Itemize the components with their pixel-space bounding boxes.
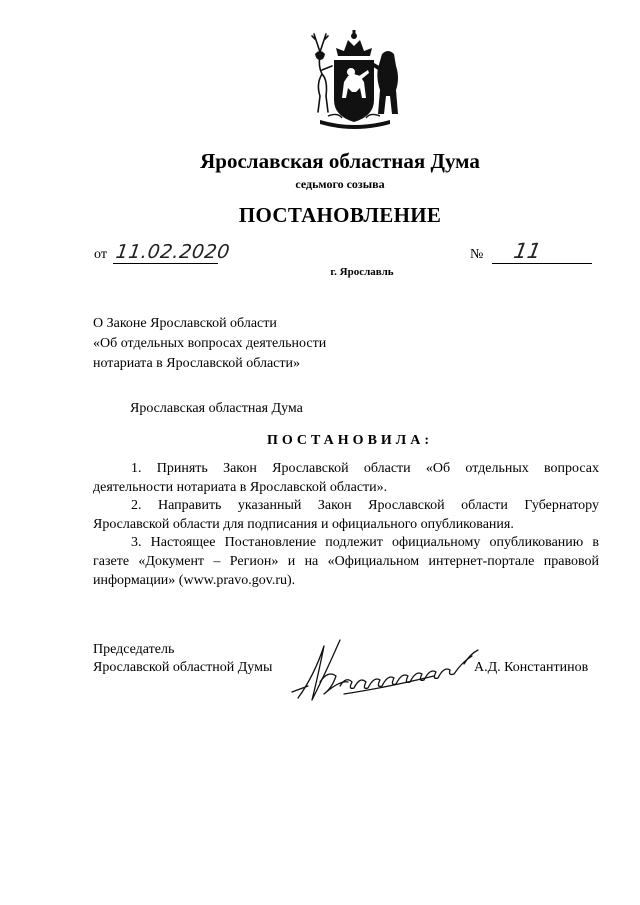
convocation-label: седьмого созыва <box>295 177 385 191</box>
yaroslavl-coat-of-arms-icon <box>298 26 410 134</box>
subject-line: «Об отдельных вопросах деятельности <box>93 336 327 351</box>
number-prefix: № <box>470 247 484 262</box>
signer-name: А.Д. Константинов <box>474 660 589 675</box>
date-prefix: от <box>94 247 107 262</box>
resolution-item: 2. Направить указанный Закон Ярославской области Губернатору Ярославской области для подписания и официального опубликования. <box>93 498 599 532</box>
signatory-title-line: Председатель <box>93 642 175 657</box>
number-underline <box>492 263 592 264</box>
resolution-items <box>93 460 599 590</box>
signatory-title-line: Ярославской областной Думы <box>93 660 273 675</box>
resolution-item: 3. Настоящее Постановление подлежит официальному опубликованию в газете «Документ – Регион» и на «Официальном интернет-портале правовой информации» (www.pravo.gov.ru). <box>93 535 599 588</box>
subject-line: нотариата в Ярославской области» <box>93 356 300 371</box>
preamble: Ярославская областная Дума <box>130 401 303 416</box>
resolution-item: 1. Принять Закон Ярославской области «Об отдельных вопросах деятельности нотариата в Ярославской области». <box>93 461 599 495</box>
document-type-title: ПОСТАНОВЛЕНИЕ <box>238 203 442 227</box>
organization-name: Ярославская областная Дума <box>200 149 480 173</box>
decided-heading: ПОСТАНОВИЛА: <box>266 433 434 448</box>
document-subject <box>93 314 326 374</box>
document-number: 11 <box>511 239 543 263</box>
handwritten-signature-icon <box>284 636 494 714</box>
document-date: 11.02.2020 <box>114 241 232 263</box>
city-label: г. Ярославль <box>330 266 394 278</box>
subject-line: О Законе Ярославской области <box>93 316 277 331</box>
date-underline <box>113 263 218 264</box>
signatory-title <box>93 641 272 677</box>
